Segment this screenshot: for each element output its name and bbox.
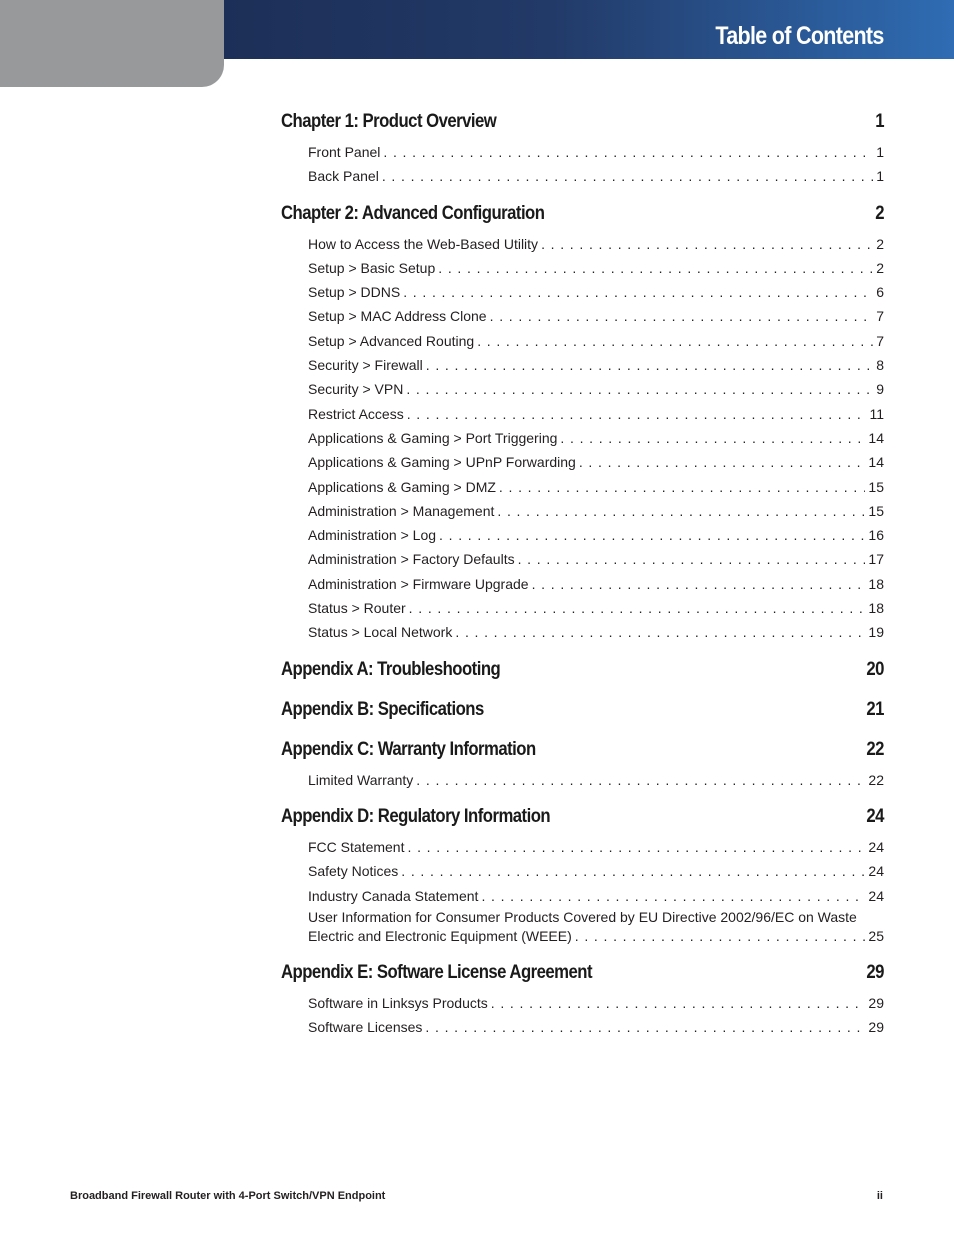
entry-title-continued: Electric and Electronic Equipment (WEEE) [308,927,572,944]
dot-leader [518,547,866,571]
section-spacer [281,645,884,655]
entry-page-number: 22 [868,771,884,788]
toc-section [281,735,884,802]
entry-title: Applications & Gaming > Port Triggering [308,429,558,446]
entry-page-number: 17 [868,551,884,568]
toc-chapter-link[interactable] [281,958,884,987]
dot-leader [407,835,865,859]
dot-leader [491,991,866,1015]
entry-page-number: 15 [868,478,884,495]
chapter-title: Appendix A: Troubleshooting [281,658,501,680]
chapter-page-number: 20 [866,658,884,680]
entry-title: Setup > MAC Address Clone [308,308,487,325]
entry-page-number: 29 [868,1019,884,1036]
chapter-title: Chapter 1: Product Overview [281,111,497,132]
dot-leader [490,304,874,328]
dot-leader [541,232,873,256]
entry-title: Security > Firewall [308,357,423,374]
footer-product-name: Broadband Firewall Router with 4-Port Switch/VPN Endpoint [70,1190,386,1202]
toc-entry-link[interactable] [308,475,884,499]
toc-chapter-link[interactable] [281,107,884,136]
entry-title: Applications & Gaming > UPnP Forwarding [308,454,576,471]
entry-title: Applications & Gaming > DMZ [308,478,496,495]
dot-leader [481,884,865,908]
dot-leader [383,140,873,164]
toc-chapter-link[interactable] [281,655,884,684]
toc-entry-link[interactable] [308,768,884,792]
entry-page-number: 7 [876,308,884,325]
dot-leader [406,377,873,401]
toc-section [281,802,884,958]
toc-entry-link[interactable] [308,280,884,304]
entry-title: Setup > DDNS [308,284,401,301]
page-title: Table of Contents [715,22,884,50]
entry-page-number: 11 [869,405,884,422]
dot-leader [455,620,865,644]
section-spacer [281,189,884,199]
entry-title: Status > Local Network [308,624,453,641]
entry-title: Industry Canada Statement [308,887,479,904]
entry-page-number: 9 [876,381,884,398]
toc-section [281,958,884,1050]
section-spacer [281,792,884,802]
toc-section [281,695,884,735]
toc-entry-list [308,232,884,645]
dot-leader [407,402,867,426]
toc-chapter-link[interactable] [281,802,884,831]
dot-leader [579,450,866,474]
chapter-title: Appendix E: Software License Agreement [281,961,593,983]
chapter-title: Appendix D: Regulatory Information [281,805,551,827]
corner-tab [0,0,224,87]
toc-chapter-link[interactable] [281,735,884,764]
toc-entry-link[interactable] [308,859,884,883]
entry-page-number: 24 [868,863,884,880]
section-spacer [281,1039,884,1049]
entry-title: Software Licenses [308,1019,423,1036]
toc-entry-link[interactable] [308,499,884,523]
entry-page-number: 1 [876,168,884,185]
entry-title-continued-row [308,927,884,948]
entry-title: How to Access the Web-Based Utility [308,235,539,252]
entry-page-number: 14 [868,429,884,446]
toc-entry-link[interactable] [308,596,884,620]
dot-leader [426,353,873,377]
entry-title: Restrict Access [308,405,404,422]
entry-title: Software in Linksys Products [308,994,488,1011]
toc-entry-link[interactable] [308,1015,884,1039]
toc-entry-link[interactable] [308,547,884,571]
toc-chapter-link[interactable] [281,199,884,228]
entry-page-number: 6 [876,284,884,301]
entry-title: Safety Notices [308,863,399,880]
entry-title: Back Panel [308,168,379,185]
chapter-title: Appendix C: Warranty Information [281,738,536,760]
table-of-contents [281,107,884,1049]
dot-leader [382,164,873,188]
chapter-page-number: 1 [875,111,884,132]
entry-page-number: 8 [876,357,884,374]
entry-page-number: 16 [868,527,884,544]
toc-entry-link[interactable] [308,908,884,948]
entry-page-number: 29 [868,994,884,1011]
footer-page-number: ii [876,1190,883,1202]
entry-title: Administration > Management [308,502,495,519]
chapter-page-number: 22 [866,738,884,760]
entry-page-number: 19 [868,624,884,641]
dot-leader [439,523,865,547]
toc-entry-link[interactable] [308,450,884,474]
toc-chapter-link[interactable] [281,695,884,724]
toc-entry-link[interactable] [308,572,884,596]
entry-title: Setup > Advanced Routing [308,332,475,349]
dot-leader [401,859,865,883]
entry-page-number: 15 [868,502,884,519]
chapter-title: Appendix B: Specifications [281,698,484,720]
dot-leader [416,768,865,792]
chapter-page-number: 24 [866,805,884,827]
entry-title: Limited Warranty [308,771,414,788]
entry-page-number: 25 [868,927,884,944]
toc-entry-link[interactable] [308,523,884,547]
entry-page-number: 2 [876,259,884,276]
chapter-page-number: 21 [866,698,884,720]
toc-entry-link[interactable] [308,140,884,164]
entry-page-number: 7 [876,332,884,349]
dot-leader [575,927,866,946]
toc-entry-list [308,140,884,189]
entry-page-number: 24 [868,838,884,855]
entry-title: Front Panel [308,144,381,160]
entry-title: FCC Statement [308,838,405,855]
dot-leader [438,256,873,280]
dot-leader [499,475,866,499]
toc-entry-link[interactable] [308,620,884,644]
dot-leader [560,426,865,450]
dot-leader [477,329,873,353]
dot-leader [403,280,873,304]
section-spacer [281,684,884,695]
toc-section [281,199,884,655]
toc-entry-link[interactable] [308,402,884,426]
entry-page-number: 1 [876,144,884,160]
entry-title: Administration > Factory Defaults [308,551,515,568]
dot-leader [409,596,866,620]
toc-entry-link[interactable] [308,353,884,377]
dot-leader [425,1015,865,1039]
chapter-page-number: 2 [875,202,884,224]
toc-entry-link[interactable] [308,329,884,353]
toc-entry-link[interactable] [308,232,884,256]
section-spacer [281,948,884,958]
header-bar [224,0,954,59]
entry-page-number: 18 [868,575,884,592]
toc-entry-link[interactable] [308,256,884,280]
chapter-page-number: 29 [866,961,884,983]
toc-entry-list [308,835,884,948]
entry-page-number: 14 [868,454,884,471]
entry-page-number: 24 [868,887,884,904]
toc-section [281,107,884,199]
dot-leader [497,499,865,523]
entry-title: Status > Router [308,600,406,617]
toc-entry-link[interactable] [308,835,884,859]
entry-title: Administration > Log [308,527,437,544]
toc-entry-link[interactable] [308,884,884,908]
toc-entry-link[interactable] [308,426,884,450]
section-spacer [281,724,884,735]
chapter-title: Chapter 2: Advanced Configuration [281,202,545,224]
toc-entry-link[interactable] [308,164,884,188]
entry-title: Administration > Firmware Upgrade [308,575,529,592]
toc-entry-link[interactable] [308,304,884,328]
toc-entry-list [308,768,884,792]
toc-section [281,655,884,695]
dot-leader [532,572,866,596]
toc-entry-link[interactable] [308,377,884,401]
entry-title: Setup > Basic Setup [308,259,436,276]
entry-page-number: 2 [876,235,884,252]
entry-title: User Information for Consumer Products Covered by EU Directive 2002/96/EC on Waste [308,908,857,925]
entry-page-number: 18 [868,600,884,617]
toc-entry-link[interactable] [308,991,884,1015]
toc-entry-list [308,991,884,1040]
entry-title: Security > VPN [308,381,404,398]
